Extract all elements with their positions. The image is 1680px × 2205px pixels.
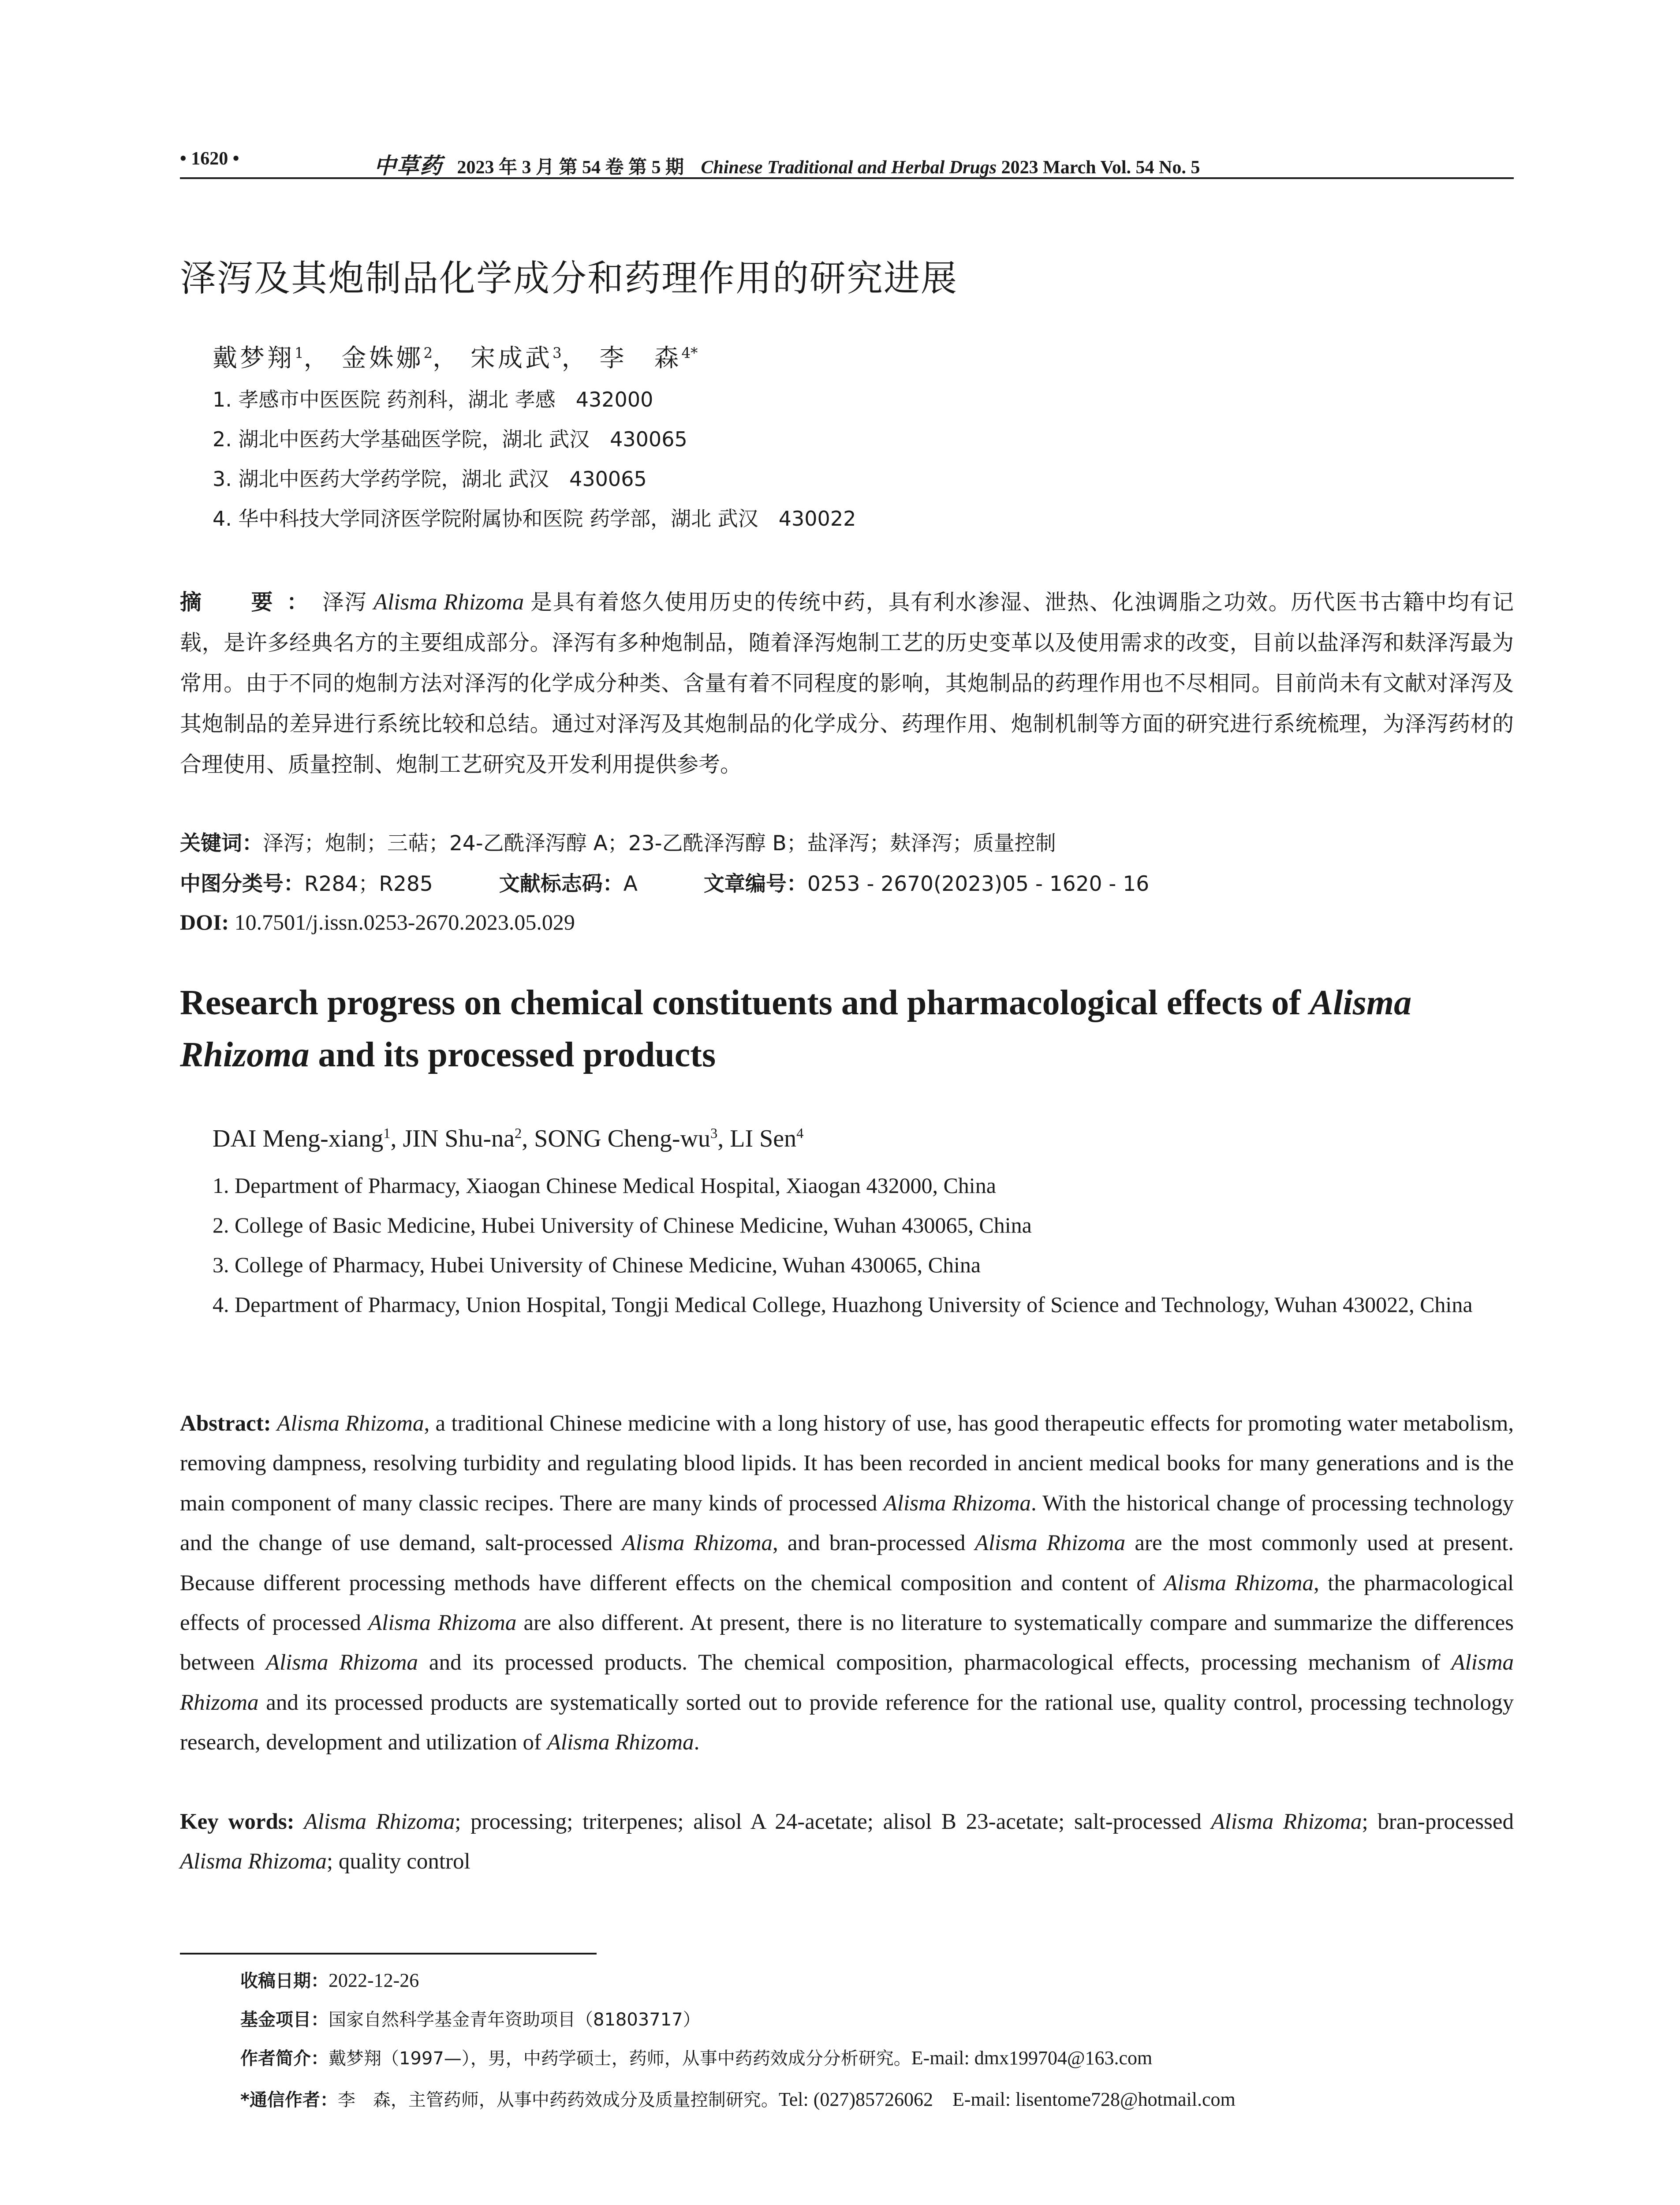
latin-name: Alisma Rhizoma — [277, 1411, 424, 1436]
cn-abstract-text: 是具有着悠久使用历史的传统中药，具有利水渗湿、泄热、化浊调脂之功效。历代医书古籍中均有记载，是许多经典名方的主要组成部分。泽泻有多种炮制品，随着泽泻炮制工艺的历史变革以及使用需求的改变，目前以盐泽泻和麸泽泻最为常用。由于不同的炮制方法对泽泻的化学成分种类、含量有着不同程度的影响，其炮制品的药理作用也不尽相同。目前尚未有文献对泽泻及其炮制品的差异进行系统比较和总结。通过对泽泻及其炮制品的化学成分、药理作用、炮制机制等方面的研究进行系统梳理，为泽泻药材的合理使用、质量控制、炮制工艺研究及开发利用提供参考。 — [180, 590, 1514, 777]
latin-name: Alisma Rhizoma — [622, 1531, 773, 1556]
cn-classification: 中图分类号：R284；R285 文献标志码：A 文章编号：0253 - 2670(2023)05 - 1620 - 16 — [180, 872, 1150, 896]
en-author: JIN Shu-$na^2$, — [403, 1125, 534, 1152]
en-keywords-text — [180, 1809, 1514, 1874]
cn-author: 金姝娜$^2$， — [341, 344, 460, 373]
en-keywords-label: Key words: — [180, 1809, 295, 1834]
cn-paper-title: 泽泻及其炮制品化学成分和药理作用的研究进展 — [180, 258, 958, 299]
journal-logo: 中草药 — [374, 153, 443, 179]
latin-name: Alisma Rhizoma — [368, 1611, 517, 1636]
latin-name: Alisma Rhizoma — [367, 590, 530, 615]
latin-name: Alisma Rhizoma — [265, 1650, 418, 1675]
en-affiliation: 4. Department of Pharmacy, Union Hospital, Tongji Medical College, Huazhong University of Science and Technology, Wuhan 430022, China — [213, 1292, 1473, 1317]
cn-abstract: 摘 要：泽泻 Alisma Rhizoma 是具有着悠久使用历史的传统中药，具有利水渗湿、泄热、化浊调脂之功效。历代医书古籍中均有记载，是许多经典名方的主要组成部分。泽泻有多种炮制品，随着泽泻炮制工艺的历史变革以及使用需求的改变，目前以盐泽泻和麸泽泻最为常用。由于不同的炮制方法对泽泻的化学成分种类、含量有着不同程度的影响，其炮制品的药理作用也不尽相同。目前尚未有文献对泽泻及其炮制品的差异进行系统比较和总结。通过对泽泻及其炮制品的化学成分、药理作用、炮制机制等方面的研究进行系统梳理，为泽泻药材的合理使用、质量控制、炮制工艺研究及开发利用提供参考。 — [180, 590, 1514, 777]
corresponding-contact[interactable]: Tel: (027)85726062 E-mail: lisentome728@hotmail.com — [778, 2089, 1236, 2110]
footnote-fund: 基金项目：国家自然科学基金青年资助项目（81803717） — [240, 2010, 701, 2030]
header-journal-info — [374, 148, 1200, 180]
footnote-received: 收稿日期：2022-12-26 — [240, 1970, 419, 1991]
abstract-segment: , a traditional Chinese medicine with a long history of use, has good therapeutic effects for promoting water metabolism, removing dampness, resolving turbidity and regulating blood lipids. It has been recorded in ancient medical books for many generations and is the main component of many classic recipes. There are many kinds of processed — [180, 1411, 1514, 1516]
cn-author: 戴梦翔$^1$， — [213, 344, 331, 373]
latin-name: Alisma Rhizoma — [180, 1849, 327, 1874]
cn-abstract-label: 摘 要： — [180, 590, 322, 615]
page-number: • 1620 • — [180, 149, 239, 169]
latin-name: Alisma Rhizoma — [304, 1809, 455, 1834]
en-affiliation: 2. College of Basic Medicine, Hubei University of Chinese Medicine, Wuhan 430065, China — [213, 1213, 1032, 1237]
en-author: DAI Meng-xiang$^1$, — [213, 1125, 403, 1152]
abstract-segment: are also different. At present, there is no literature to systematically compare and summarize the differences between — [180, 1611, 1514, 1675]
header-cn-issue: 2023 年 3 月 第 54 卷 第 5 期 — [457, 157, 684, 178]
cn-author: 李 森$^{4*}$ — [599, 344, 698, 373]
latin-name: Alisma Rhizoma — [1164, 1570, 1314, 1596]
abstract-segment: . With the historical change of processing technology and the change of use demand, salt-processed — [180, 1491, 1514, 1556]
abstract-segment: , the pharmacological effects of processed — [180, 1570, 1514, 1636]
en-paper-title: Research progress on chemical constituents and pharmacological effects of Alisma Rhizoma and its processed products — [180, 983, 1412, 1074]
running-header — [180, 146, 1514, 179]
cn-author: 宋成武$^3$， — [470, 344, 589, 373]
abstract-segment: , and bran-processed — [772, 1531, 975, 1556]
abstract-segment: are the most commonly used at present. Because different processing methods have different effects on the chemical composition and content of — [180, 1531, 1514, 1596]
header-en-issue: 2023 March Vol. 54 No. 5 — [1001, 157, 1200, 178]
latin-name: Alisma Rhizoma — [883, 1491, 1031, 1516]
en-abstract — [180, 1404, 1514, 1763]
author-email[interactable]: E-mail: dmx199704@163.com — [911, 2047, 1153, 2069]
keyword-segment: ; quality control — [326, 1849, 470, 1874]
abstract-segment: and its processed products. The chemical composition, pharmacological effects, processing mechanism of — [418, 1650, 1452, 1675]
abstract-segment — [271, 1411, 277, 1436]
latin-name: Alisma Rhizoma — [547, 1730, 694, 1755]
en-affiliation: 3. College of Pharmacy, Hubei University of Chinese Medicine, Wuhan 430065, China — [213, 1252, 981, 1277]
footnote-corresponding: *通信作者：李 森，主管药师，从事中药药效成分及质量控制研究。Tel: (027)85726062 E-mail: lisentome728@hotmail.com — [240, 2089, 1236, 2110]
cn-affiliation: 1. 孝感市中医医院 药剂科，湖北 孝感 432000 — [213, 388, 653, 411]
footnote-author-bio: 作者简介：戴梦翔（1997—），男，中药学硕士，药师，从事中药药效成分分析研究。E-mail: dmx199704@163.com — [240, 2047, 1153, 2069]
doi-line: DOI: 10.7501/j.issn.0253-2670.2023.05.029 — [180, 910, 575, 934]
latin-name: Alisma Rhizoma — [1211, 1809, 1362, 1834]
keyword-segment — [295, 1809, 304, 1834]
cn-keywords: 关键词：泽泻；炮制；三萜；24-乙酰泽泻醇 A；23-乙酰泽泻醇 B；盐泽泻；麸泽泻；质量控制 — [180, 831, 1056, 856]
en-keywords — [180, 1802, 1514, 1881]
abstract-segment: . — [694, 1730, 700, 1755]
en-author: LI Sen$^4$ — [730, 1125, 804, 1152]
keyword-segment: ; bran-processed — [1362, 1809, 1514, 1834]
cn-affiliation: 3. 湖北中医药大学药学院，湖北 武汉 430065 — [213, 467, 647, 491]
cn-author-list — [213, 339, 698, 374]
cn-affiliation: 4. 华中科技大学同济医学院附属协和医院 药学部，湖北 武汉 430022 — [213, 507, 856, 531]
doi-link[interactable]: 10.7501/j.issn.0253-2670.2023.05.029 — [229, 910, 575, 934]
abstract-segment: and its processed products are systematically sorted out to provide reference for the rational use, quality control, processing technology research, development and utilization of — [180, 1690, 1514, 1755]
en-abstract-text — [180, 1411, 1514, 1755]
cn-affiliation: 2. 湖北中医药大学基础医学院，湖北 武汉 430065 — [213, 427, 687, 451]
keyword-segment: ; processing; triterpenes; alisol A 24-acetate; alisol B 23-acetate; salt-processed — [455, 1809, 1211, 1834]
header-en-journal: Chinese Traditional and Herbal Drugs — [701, 157, 997, 178]
latin-name: Alisma Rhizoma — [180, 1650, 1514, 1715]
en-affiliation: 1. Department of Pharmacy, Xiaogan Chinese Medical Hospital, Xiaogan 432000, China — [213, 1173, 996, 1198]
footnote-rule — [180, 1953, 597, 1955]
latin-name: Alisma Rhizoma — [974, 1531, 1126, 1556]
en-author-list — [213, 1125, 803, 1153]
en-abstract-label: Abstract: — [180, 1411, 271, 1436]
en-author: SONG Cheng-$wu^3$, — [534, 1125, 730, 1152]
